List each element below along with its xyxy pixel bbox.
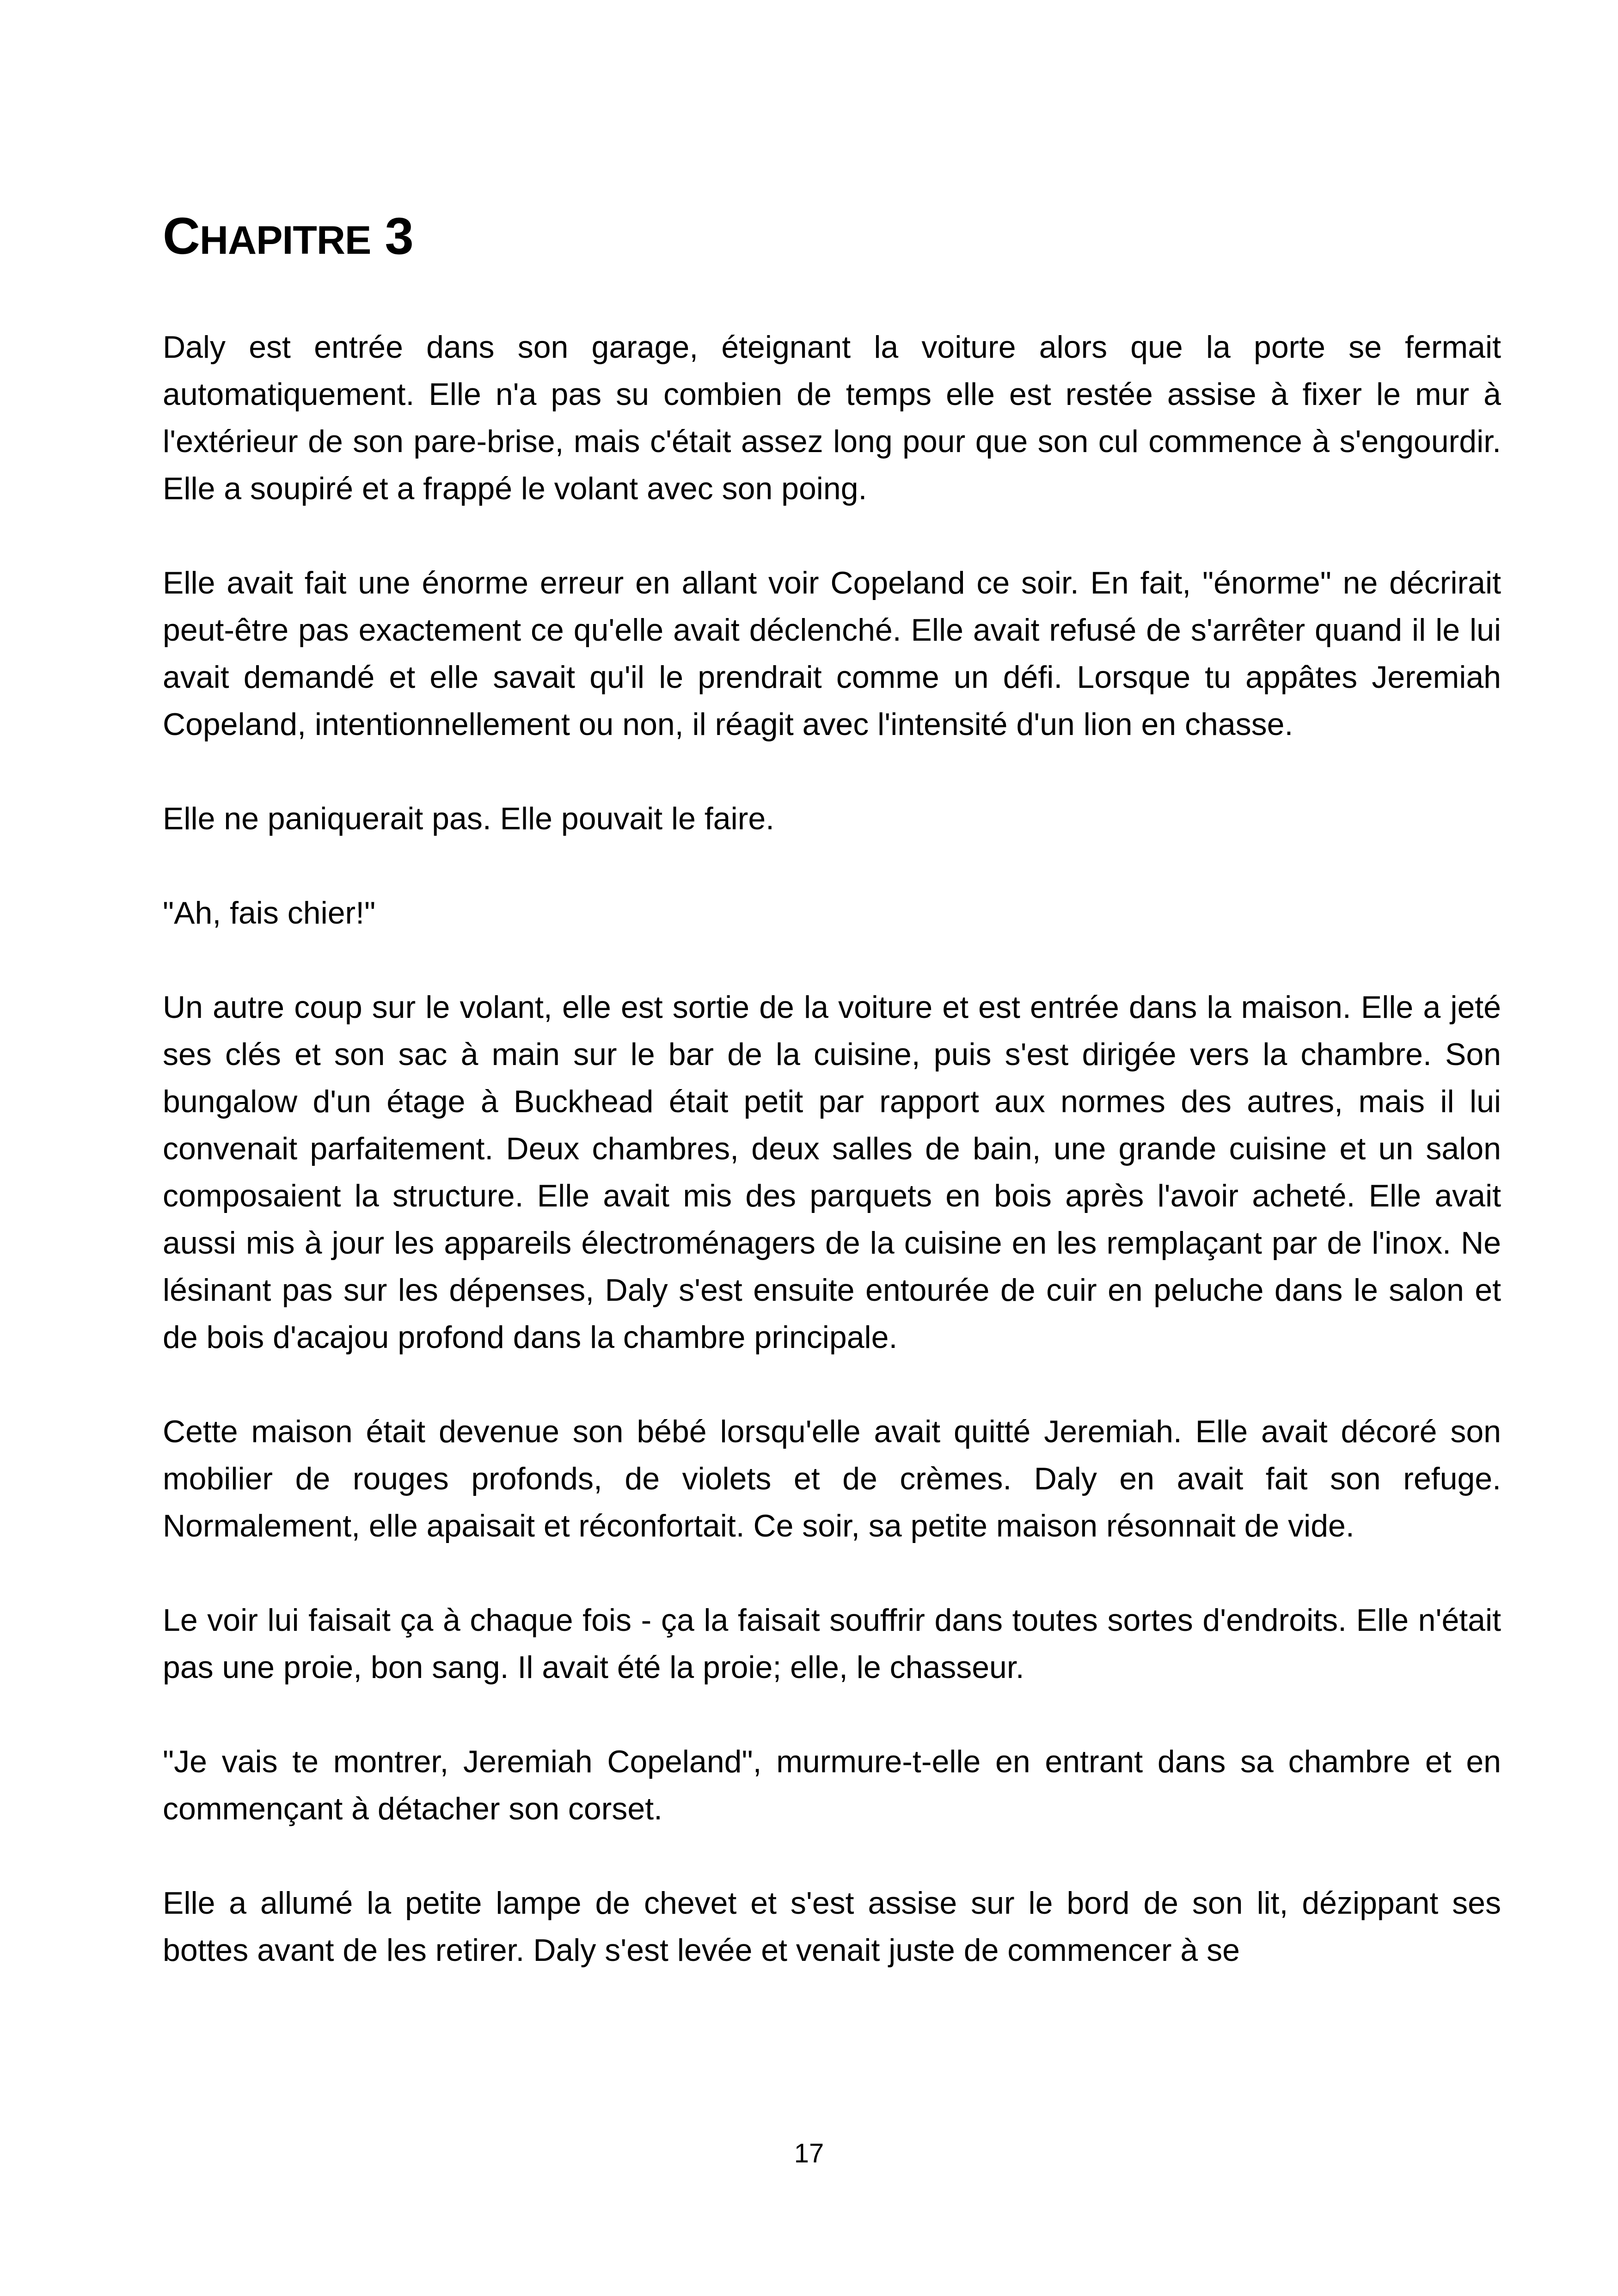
chapter-body	[163, 324, 1501, 1974]
page-number: 17	[794, 2138, 824, 2168]
paragraph: Elle a allumé la petite lampe de chevet et s'est assise sur le bord de son lit, dézippant ses bottes avant de les retirer. Daly s'est levée et venait juste de commencer à se	[163, 1886, 1501, 1968]
paragraph: Un autre coup sur le volant, elle est sortie de la voiture et est entrée dans la maison. Elle a jeté ses clés et son sac à main sur le bar de la cuisine, puis s'est dirigée vers la chambre. Son bungalow d'un étage à Buckhead était petit par rapport aux normes des autres, mais il lui convenait parfaitement. Deux chambres, deux salles de bain, une grande cuisine et un salon composaient la structure. Elle avait mis des parquets en bois après l'avoir acheté. Elle avait aussi mis à jour les appareils électroménagers de la cuisine en les remplaçant par de l'inox. Ne lésinant pas sur les dépenses, Daly s'est ensuite entourée de cuir en peluche dans le salon et de bois d'acajou profond dans la chambre principale.	[163, 990, 1501, 1355]
chapter-title	[163, 207, 413, 265]
paragraph: "Je vais te montrer, Jeremiah Copeland", murmure-t-elle en entrant dans sa chambre et en commençant à détacher son corset.	[163, 1744, 1501, 1826]
paragraph: Cette maison était devenue son bébé lorsqu'elle avait quitté Jeremiah. Elle avait décoré son mobilier de rouges profonds, de violets et de crèmes. Daly en avait fait son refuge. Normalement, elle apaisait et réconfortait. Ce soir, sa petite maison résonnait de vide.	[163, 1414, 1501, 1543]
chapter-title-rest: HAPITRE	[199, 218, 371, 263]
chapter-title-number: 3	[385, 207, 413, 265]
paragraph: Elle ne paniquerait pas. Elle pouvait le faire.	[163, 801, 775, 836]
chapter-title-initial: C	[163, 207, 200, 265]
paragraph: Daly est entrée dans son garage, éteignant la voiture alors que la porte se fermait automatiquement. Elle n'a pas su combien de temps elle est restée assise à fixer le mur à l'extérieur de son pare-brise, mais c'était assez long pour que son cul commence à s'engourdir. Elle a soupiré et a frappé le volant avec son poing.	[163, 330, 1501, 506]
paragraph: "Ah, fais chier!"	[163, 895, 376, 931]
paragraph: Le voir lui faisait ça à chaque fois - ça la faisait souffrir dans toutes sortes d'endroits. Elle n'était pas une proie, bon sang. Il avait été la proie; elle, le chasseur.	[163, 1603, 1501, 1685]
paragraph: Elle avait fait une énorme erreur en allant voir Copeland ce soir. En fait, "énorme" ne décrirait peut-être pas exactement ce qu'elle avait déclenché. Elle avait refusé de s'arrêter quand il le lui avait demandé et elle savait qu'il le prendrait comme un défi. Lorsque tu appâtes Jeremiah Copeland, intentionnellement ou non, il réagit avec l'intensité d'un lion en chasse.	[163, 565, 1501, 742]
